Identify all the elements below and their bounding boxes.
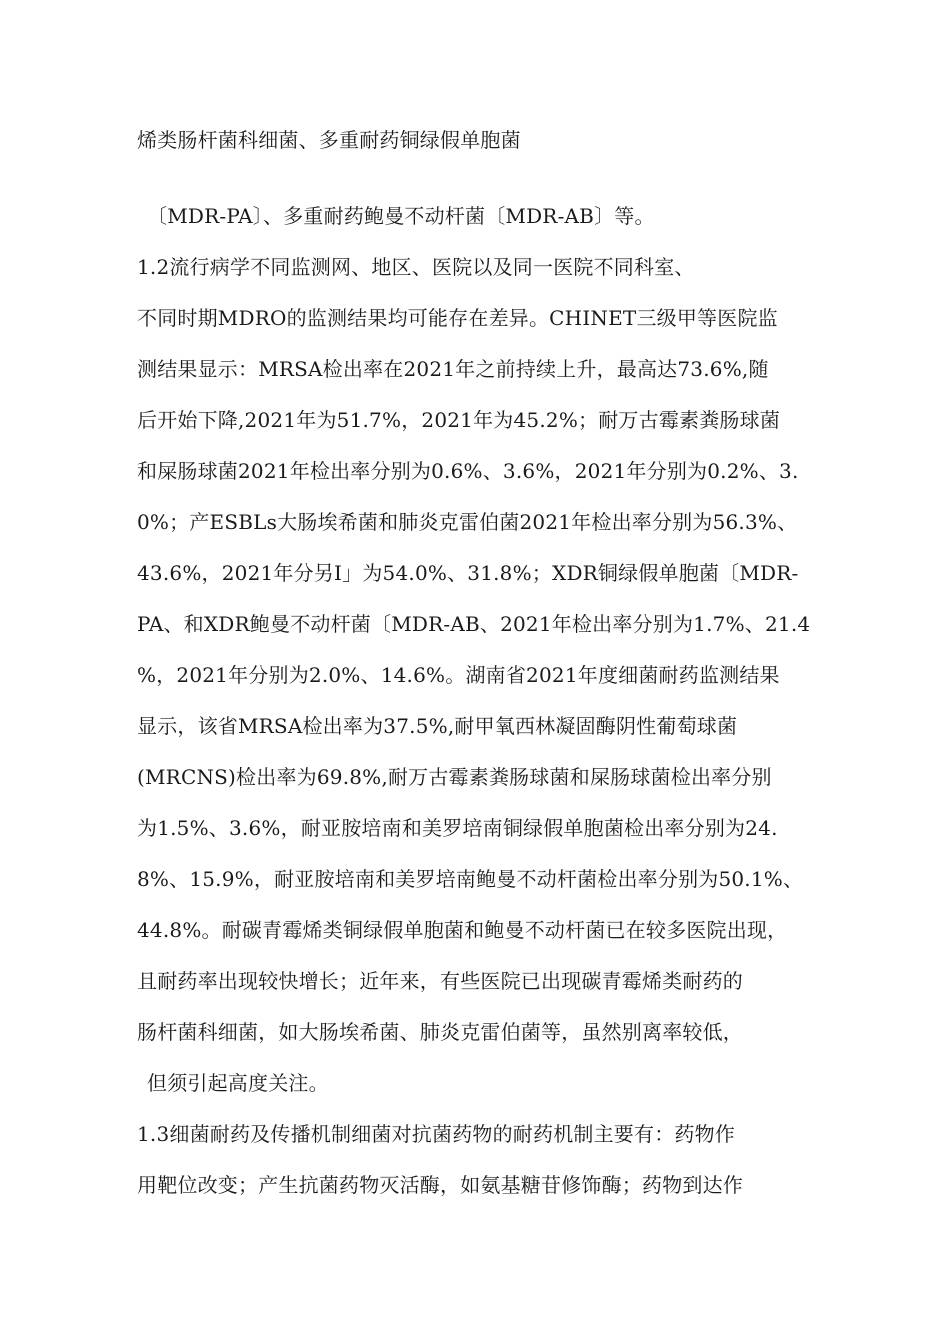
- text-line: 1.3细菌耐药及传播机制细菌对抗菌药物的耐药机制主要有：药物作: [137, 1122, 736, 1146]
- text-line: 0%；产ESBLs大肠埃希菌和肺炎克雷伯菌2021年检出率分别为56.3%、: [137, 510, 798, 534]
- text-line: 不同时期MDRO的监测结果均可能存在差异。CHINET三级甲等医院监: [137, 306, 778, 330]
- text-line: 1.2流行病学不同监测网、地区、医院以及同一医院不同科室、: [137, 255, 695, 279]
- text-line: 8%、15.9%，耐亚胺培南和美罗培南鲍曼不动杆菌检出率分别为50.1%、: [137, 867, 804, 891]
- text-line: 43.6%，2021年分另I」为54.0%、31.8%；XDR铜绿假单胞菌〔MDR-: [137, 561, 799, 585]
- text-line: 但须引起高度关注。: [147, 1071, 329, 1095]
- text-line: 〔MDR-PA〕、多重耐药鲍曼不动杆菌〔MDR-AB〕等。: [147, 204, 655, 228]
- text-line: 和屎肠球菌2021年检出率分别为0.6%、3.6%，2021年分别为0.2%、3.: [137, 459, 799, 483]
- text-line: 且耐药率出现较快增长；近年来，有些医院已出现碳青霉烯类耐药的: [137, 969, 743, 993]
- text-line: 为1.5%、3.6%，耐亚胺培南和美罗培南铜绿假单胞菌检出率分别为24.: [137, 816, 778, 840]
- text-line: 44.8%。耐碳青霉烯类铜绿假单胞菌和鲍曼不动杆菌已在较多医院出现，: [137, 918, 788, 942]
- text-line: PA、和XDR鲍曼不动杆菌〔MDR-AB、2021年检出率分别为1.7%、21.4: [137, 612, 811, 636]
- text-line: 测结果显示：MRSA检出率在2021年之前持续上升，最高达73.6%,随: [137, 357, 769, 381]
- text-line: 肠杆菌科细菌，如大肠埃希菌、肺炎克雷伯菌等，虽然别离率较低，: [137, 1020, 743, 1044]
- text-line: 显示，该省MRSA检出率为37.5%,耐甲氧西林凝固酶阴性葡萄球菌: [137, 714, 738, 738]
- text-line: 后开始下降,2021年为51.7%，2021年为45.2%；耐万古霉素粪肠球菌: [137, 408, 781, 432]
- text-line: 用靶位改变；产生抗菌药物灭活酶，如氨基糖苷修饰酶；药物到达作: [137, 1173, 743, 1197]
- text-line: 烯类肠杆菌科细菌、多重耐药铜绿假单胞菌: [137, 128, 521, 152]
- text-line: %，2021年分别为2.0%、14.6%。湖南省2021年度细菌耐药监测结果: [137, 663, 780, 687]
- text-line: (MRCNS)检出率为69.8%,耐万古霉素粪肠球菌和屎肠球菌检出率分别: [137, 765, 772, 789]
